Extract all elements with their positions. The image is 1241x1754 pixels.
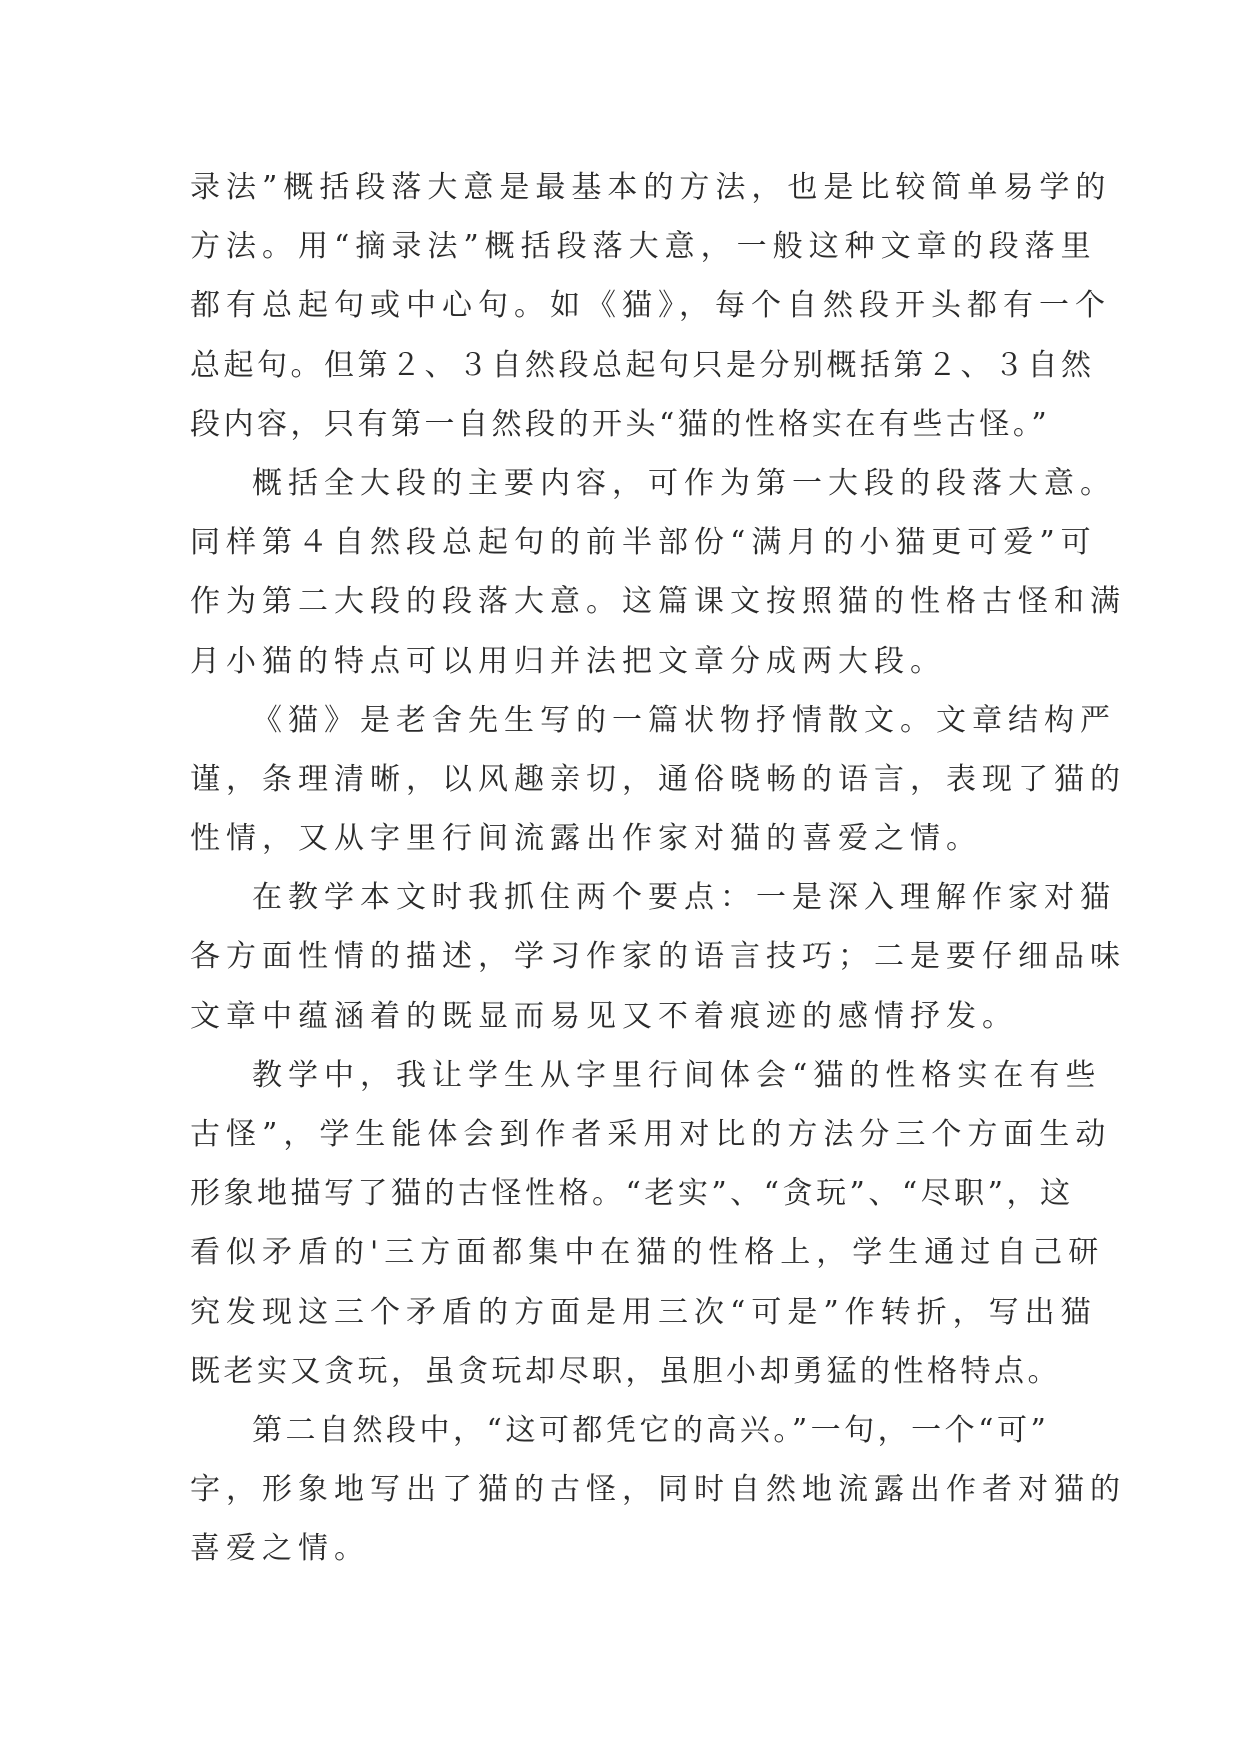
paragraph-start-line: 教学中，我让学生从字里行间体会“猫的性格实在有些 — [252, 1057, 1102, 1093]
text-line: 段内容，只有第一自然段的开头“猫的性格实在有些古怪。” — [190, 406, 1051, 442]
text-line: 总起句。但第２、３自然段总起句只是分别概括第２、３自然 — [190, 347, 1095, 383]
text-line: 谨，条理清晰，以风趣亲切，通俗晓畅的语言，表现了猫的 — [190, 761, 1126, 797]
paragraph-start-line: 在教学本文时我抓住两个要点：一是深入理解作家对猫 — [252, 880, 1116, 916]
text-line: 究发现这三个矛盾的方面是用三次“可是”作转折，写出猫 — [190, 1294, 1097, 1330]
text-line: 古怪”，学生能体会到作者采用对比的方法分三个方面生动 — [190, 1117, 1112, 1152]
text-line: 同样第４自然段总起句的前半部份“满月的小猫更可爱”可 — [190, 525, 1097, 561]
text-line: 作为第二大段的段落大意。这篇课文按照猫的性格古怪和满 — [190, 584, 1126, 620]
text-line: 既老实又贪玩，虽贪玩却尽职，虽胆小却勇猛的性格特点。 — [190, 1353, 1061, 1389]
text-line: 性情，又从字里行间流露出作家对猫的喜爱之情。 — [190, 821, 982, 857]
text-line: 各方面性情的描述，学习作家的语言技巧；二是要仔细品味 — [190, 939, 1126, 975]
paragraph-start-line: 概括全大段的主要内容，可作为第一大段的段落大意。 — [252, 465, 1116, 501]
text-line: 文章中蕴涵着的既显而易见又不着痕迹的感情抒发。 — [190, 998, 1018, 1034]
text-line: 喜爱之情。 — [190, 1531, 370, 1567]
body-text — [190, 158, 1126, 1579]
text-line: 字，形象地写出了猫的古怪，同时自然地流露出作者对猫的 — [190, 1472, 1126, 1508]
text-line: 都有总起句或中心句。如《猫》，每个自然段开头都有一个 — [190, 288, 1111, 324]
text-line: 看似矛盾的'三方面都集中在猫的性格上，学生通过自己研 — [190, 1235, 1105, 1271]
text-line: 方法。用“摘录法”概括段落大意，一般这种文章的段落里 — [190, 229, 1097, 265]
text-line: 月小猫的特点可以用归并法把文章分成两大段。 — [190, 643, 946, 679]
paragraph-start-line: 《猫》是老舍先生写的一篇状物抒情散文。文章结构严 — [252, 702, 1116, 738]
text-line: 形象地描写了猫的古怪性格。“老实”、“贪玩”、“尽职”，这 — [190, 1176, 1074, 1212]
text-line: 录法”概括段落大意是最基本的方法，也是比较简单易学的 — [190, 170, 1112, 205]
paragraph-start-line: 第二自然段中，“这可都凭它的高兴。”一句，一个“可” — [252, 1412, 1050, 1448]
